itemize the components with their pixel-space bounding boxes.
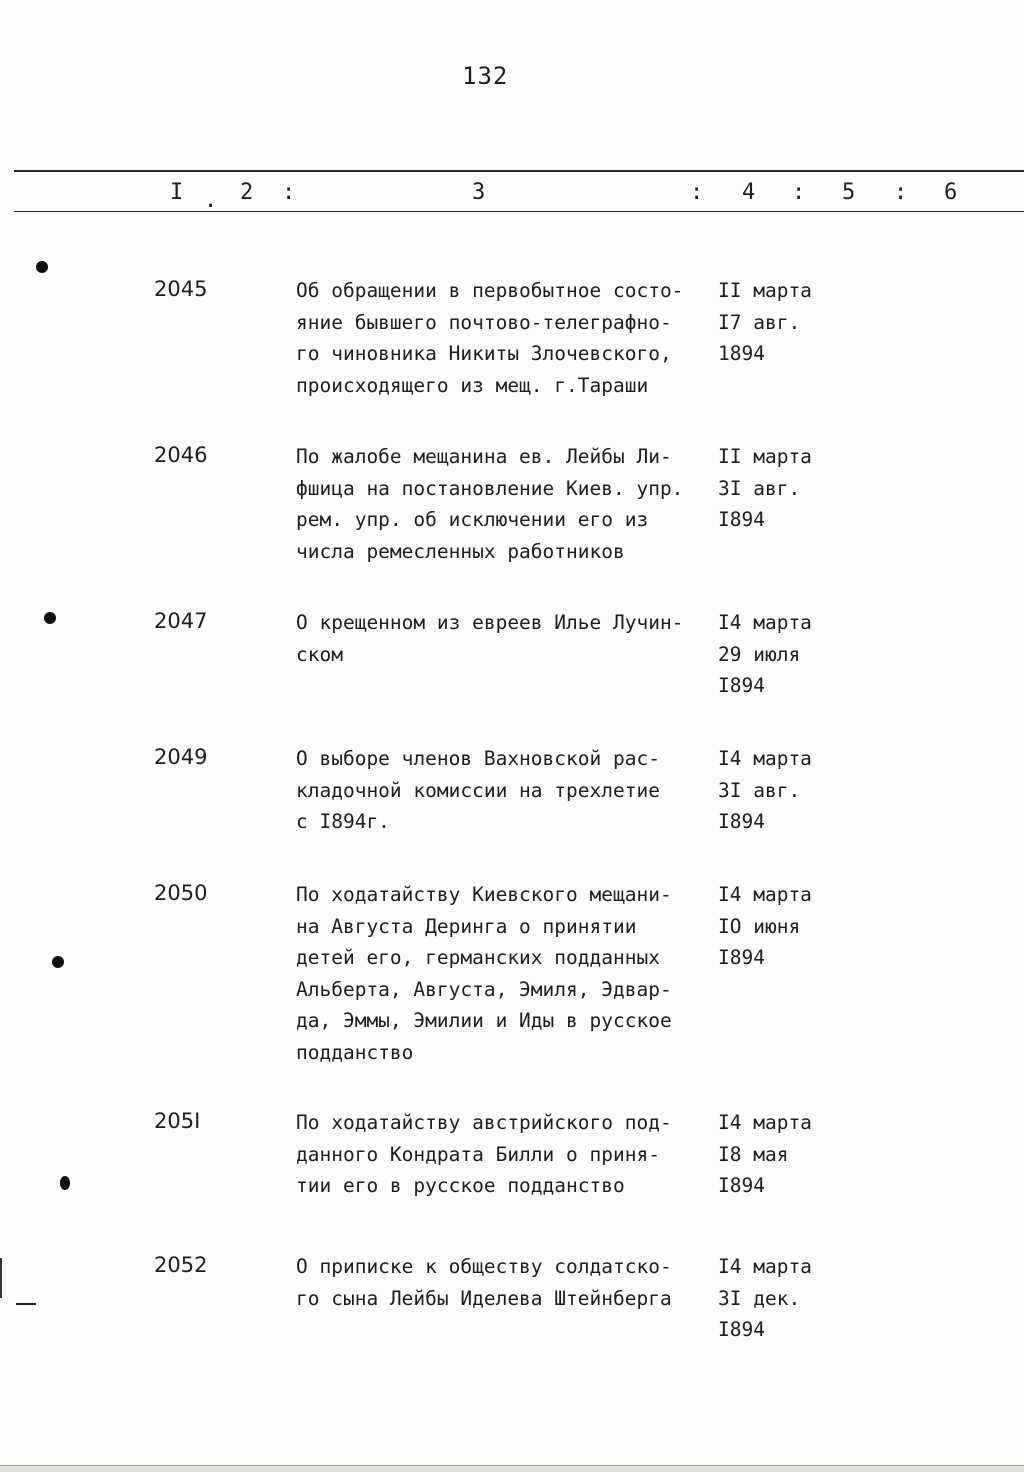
date-line: 3I авг. xyxy=(718,476,801,500)
date-line: 3I дек. xyxy=(718,1286,801,1310)
record-title xyxy=(296,1107,716,1202)
date-line: I4 марта xyxy=(718,883,812,906)
col-separator: . xyxy=(204,188,218,213)
left-edge-mark xyxy=(0,1258,2,1298)
col-header-5: 5 xyxy=(842,180,856,205)
title-line: Об обращении в первобытное состо- xyxy=(296,279,684,302)
record-dates xyxy=(718,275,828,370)
title-line: происходящего из мещ. г.Тараши xyxy=(296,373,649,397)
col-separator: : xyxy=(690,180,704,205)
col-separator: : xyxy=(792,180,806,205)
title-line: го сына Лейбы Иделева Штейнберга xyxy=(296,1286,672,1310)
title-line: го чиновника Никиты Злочевского, xyxy=(296,342,672,365)
title-line: с I894г. xyxy=(296,810,390,833)
col-separator: : xyxy=(282,180,296,205)
record-dates xyxy=(718,607,828,702)
col-separator: : xyxy=(894,180,908,205)
binding-hole-mark xyxy=(60,1176,70,1190)
date-line: I4 марта xyxy=(718,1111,812,1134)
title-line: детей его, германских подданных xyxy=(296,946,660,969)
page-number: 132 xyxy=(462,62,509,90)
record-number: 2050 xyxy=(154,881,208,905)
title-line: О крещенном из евреев Илье Лучин- xyxy=(296,611,684,634)
binding-hole-mark xyxy=(52,956,64,968)
date-line: I894 xyxy=(718,1318,765,1341)
record-title xyxy=(296,607,716,670)
title-line: тии его в русское подданство xyxy=(296,1174,625,1197)
date-line: II марта xyxy=(718,445,812,468)
record-dates xyxy=(718,1107,828,1202)
title-line: числа ремесленных работников xyxy=(296,539,625,563)
col-header-2: 2 xyxy=(240,180,254,205)
record-number: 2049 xyxy=(154,745,208,769)
title-line: данного Кондрата Билли о приня- xyxy=(296,1142,660,1166)
record-title xyxy=(296,1251,716,1314)
date-line: 1894 xyxy=(718,342,765,365)
col-header-3: 3 xyxy=(472,180,486,205)
date-line: I4 марта xyxy=(718,747,812,770)
record-dates xyxy=(718,879,828,974)
title-line: Альберта, Августа, Эмиля, Эдвар- xyxy=(296,977,672,1001)
record-title xyxy=(296,275,716,401)
record-dates xyxy=(718,743,828,838)
bottom-page-edge xyxy=(0,1465,1024,1472)
date-line: I894 xyxy=(718,946,765,969)
header-top-rule xyxy=(14,170,1024,172)
date-line: I4 марта xyxy=(718,611,812,634)
record-number: 2047 xyxy=(154,609,208,633)
title-line: кладочной комиссии на трехлетие xyxy=(296,778,660,802)
date-line: I894 xyxy=(718,508,765,531)
date-line: 29 июля xyxy=(718,642,801,666)
header-bottom-rule xyxy=(14,211,1024,212)
title-line: О приписке к обществу солдатско- xyxy=(296,1255,672,1278)
binding-hole-mark xyxy=(44,612,56,624)
binding-hole-mark xyxy=(36,261,48,273)
date-line: I894 xyxy=(718,674,765,697)
title-line: ском xyxy=(296,642,343,666)
title-line: на Августа Деринга о принятии xyxy=(296,914,637,938)
date-line: I894 xyxy=(718,1174,765,1197)
record-number: 2052 xyxy=(154,1253,208,1277)
record-number: 2045 xyxy=(154,277,208,301)
date-line: IO июня xyxy=(718,914,801,938)
date-line: I7 авг. xyxy=(718,310,801,334)
record-dates xyxy=(718,1251,828,1346)
date-line: I8 мая xyxy=(718,1142,789,1166)
record-title xyxy=(296,879,716,1068)
record-title xyxy=(296,441,716,567)
title-line: По жалобе мещанина ев. Лейбы Ли- xyxy=(296,445,672,468)
record-number: 2046 xyxy=(154,443,208,467)
title-line: О выборе членов Вахновской рас- xyxy=(296,747,660,770)
title-line: По ходатайству Киевского мещани- xyxy=(296,883,672,906)
date-line: I894 xyxy=(718,810,765,833)
date-line: I4 марта xyxy=(718,1255,812,1278)
margin-tick-mark xyxy=(16,1303,36,1305)
title-line: рем. упр. об исключении его из xyxy=(296,508,649,531)
record-title xyxy=(296,743,716,838)
date-line: 3I авг. xyxy=(718,778,801,802)
title-line: подданство xyxy=(296,1040,414,1064)
title-line: да, Эммы, Эмилии и Иды в русское xyxy=(296,1009,672,1032)
record-number: 205I xyxy=(154,1109,201,1133)
col-header-1: I xyxy=(170,180,184,205)
col-header-4: 4 xyxy=(742,180,756,205)
col-header-6: 6 xyxy=(944,180,958,205)
title-line: фшица на постановление Киев. упр. xyxy=(296,476,684,500)
record-dates xyxy=(718,441,828,536)
title-line: яние бывшего почтово-телеграфно- xyxy=(296,310,672,334)
column-header-row xyxy=(0,180,1024,213)
date-line: II марта xyxy=(718,279,812,302)
title-line: По ходатайству австрийского под- xyxy=(296,1111,672,1134)
